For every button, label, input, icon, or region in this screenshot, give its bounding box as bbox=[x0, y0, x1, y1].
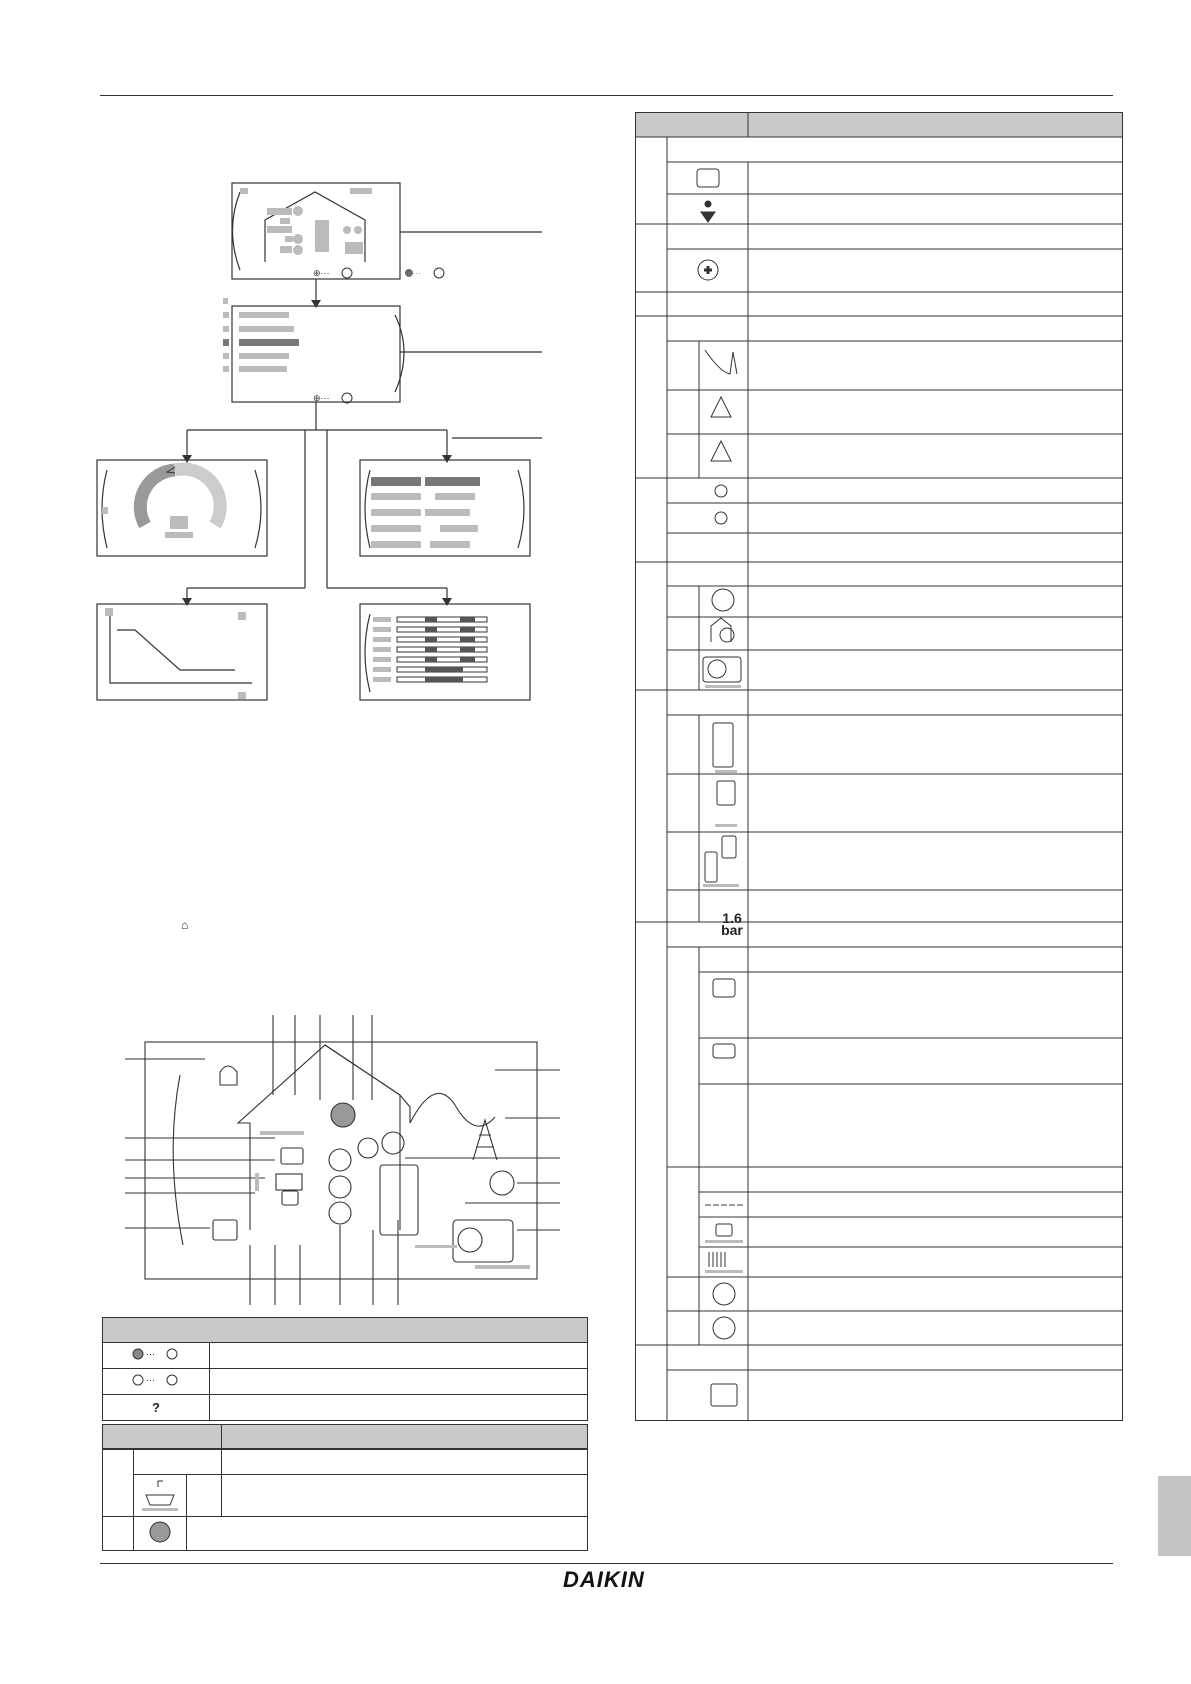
menu-structure-diagram bbox=[95, 180, 565, 710]
header-rule bbox=[100, 95, 1113, 96]
legend-table bbox=[102, 1317, 588, 1421]
svg-text:⊕⋯: ⊕⋯ bbox=[313, 393, 330, 403]
tap-water-icon bbox=[134, 1475, 187, 1517]
svg-text:⊕⋯: ⊕⋯ bbox=[313, 268, 330, 278]
svg-text:···: ··· bbox=[146, 1375, 155, 1385]
pressure-value: 1.6 bar bbox=[721, 910, 743, 938]
svg-text:⦾⋯: ⦾⋯ bbox=[405, 268, 422, 278]
help-icon: ? bbox=[103, 1395, 210, 1421]
press-dial-icon bbox=[103, 1369, 210, 1395]
side-tab bbox=[1158, 1476, 1191, 1556]
icon-table-left-body bbox=[102, 1448, 588, 1551]
home-screen-diagram bbox=[125, 1015, 560, 1305]
footer-rule bbox=[100, 1563, 1113, 1564]
daikin-logo: DAIKIN bbox=[563, 1567, 645, 1592]
legend-table-header bbox=[103, 1318, 588, 1343]
icon-table-right bbox=[635, 112, 1123, 1422]
svg-text:···: ··· bbox=[146, 1349, 155, 1359]
home-icon: ⌂ bbox=[181, 918, 189, 932]
circle-filled-icon bbox=[134, 1517, 187, 1551]
turn-dial-icon bbox=[103, 1343, 210, 1369]
